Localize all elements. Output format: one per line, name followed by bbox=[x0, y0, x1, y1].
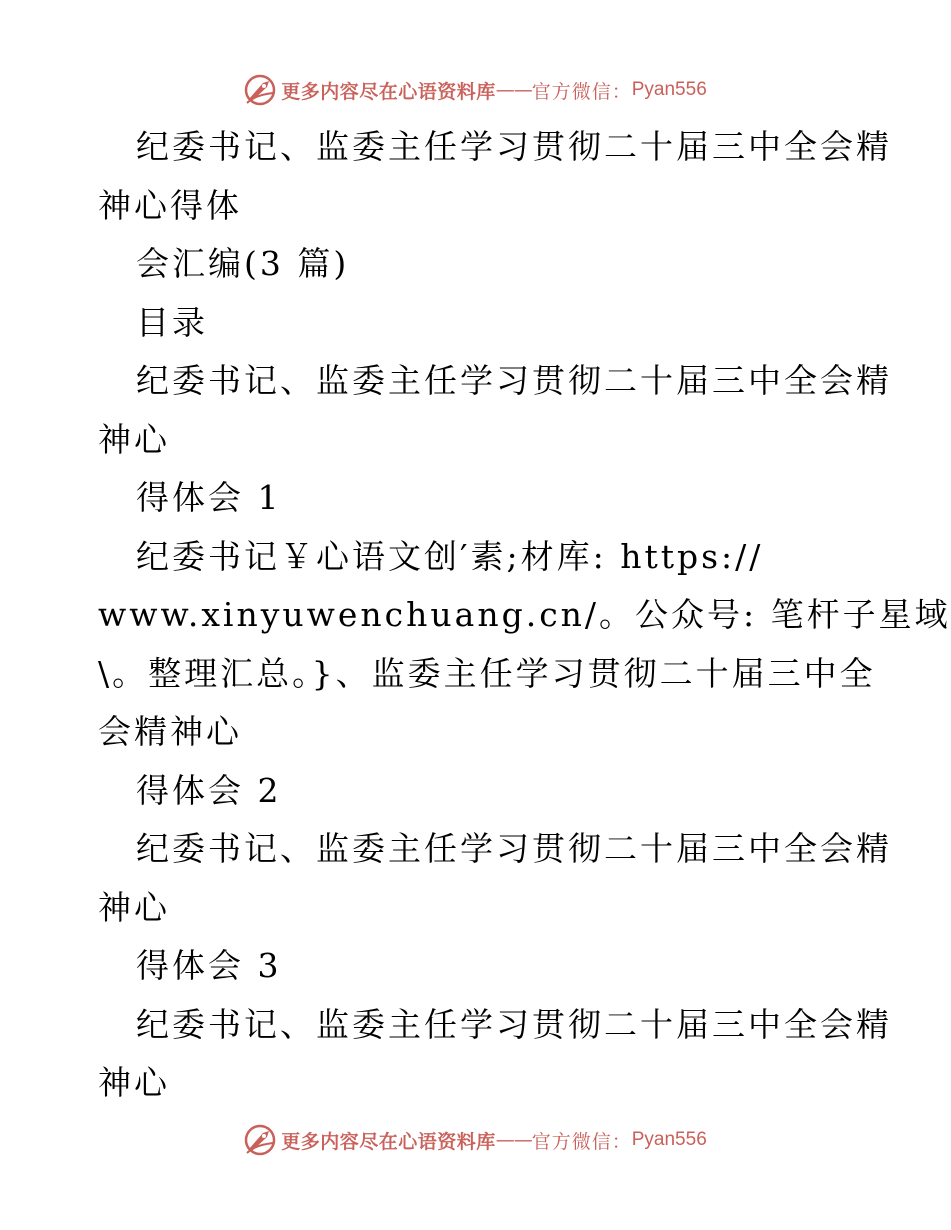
document-title-line: 纪委书记、监委主任学习贯彻二十届三中全会精 bbox=[136, 127, 892, 166]
pen-nib-logo-icon bbox=[243, 73, 277, 107]
toc-entry-line: \。整理汇总。}、监委主任学习贯彻二十届三中全 bbox=[98, 653, 876, 693]
watermark-separator: —— bbox=[495, 1129, 532, 1151]
document-title-line: 神心得体 bbox=[98, 185, 242, 225]
watermark-wechat-label: 官方微信： bbox=[531, 1130, 632, 1153]
watermark-footer bbox=[0, 1120, 950, 1160]
watermark-separator: —— bbox=[495, 79, 532, 101]
toc-entry-line: 纪委书记、监委主任学习贯彻二十届三中全会精 bbox=[136, 361, 892, 400]
toc-entry-line: 纪委书记￥心语文创′素;材库: https:// bbox=[136, 536, 764, 576]
document-title-line: 会汇编(3 篇) bbox=[136, 244, 350, 283]
watermark-text: 更多内容尽在心语资料库 bbox=[281, 80, 496, 103]
watermark-wechat-id: Pyan556 bbox=[631, 1129, 707, 1150]
toc-entry-line: 神心 bbox=[98, 419, 170, 459]
toc-entry-line: 神心 bbox=[98, 887, 170, 927]
toc-entry-line: 得体会 1 bbox=[136, 478, 282, 517]
pen-nib-logo-icon bbox=[243, 1123, 277, 1157]
toc-entry-line: www.xinyuwenchuang.cn/。公众号: 笔杆子星域 bbox=[98, 595, 951, 634]
toc-heading: 目录 bbox=[136, 302, 208, 342]
toc-entry-line: 神心 bbox=[98, 1063, 170, 1102]
document-body bbox=[98, 118, 951, 1113]
watermark-header bbox=[0, 70, 950, 110]
toc-entry-line: 会精神心 bbox=[98, 712, 242, 751]
toc-entry-line: 纪委书记、监委主任学习贯彻二十届三中全会精 bbox=[136, 1004, 892, 1044]
watermark-wechat-label: 官方微信： bbox=[531, 80, 632, 103]
toc-entry-line: 得体会 3 bbox=[136, 946, 282, 985]
watermark-wechat-id: Pyan556 bbox=[631, 79, 707, 100]
toc-entry-line: 得体会 2 bbox=[136, 770, 282, 810]
watermark-text: 更多内容尽在心语资料库 bbox=[281, 1130, 496, 1153]
toc-entry-line: 纪委书记、监委主任学习贯彻二十届三中全会精 bbox=[136, 829, 892, 868]
